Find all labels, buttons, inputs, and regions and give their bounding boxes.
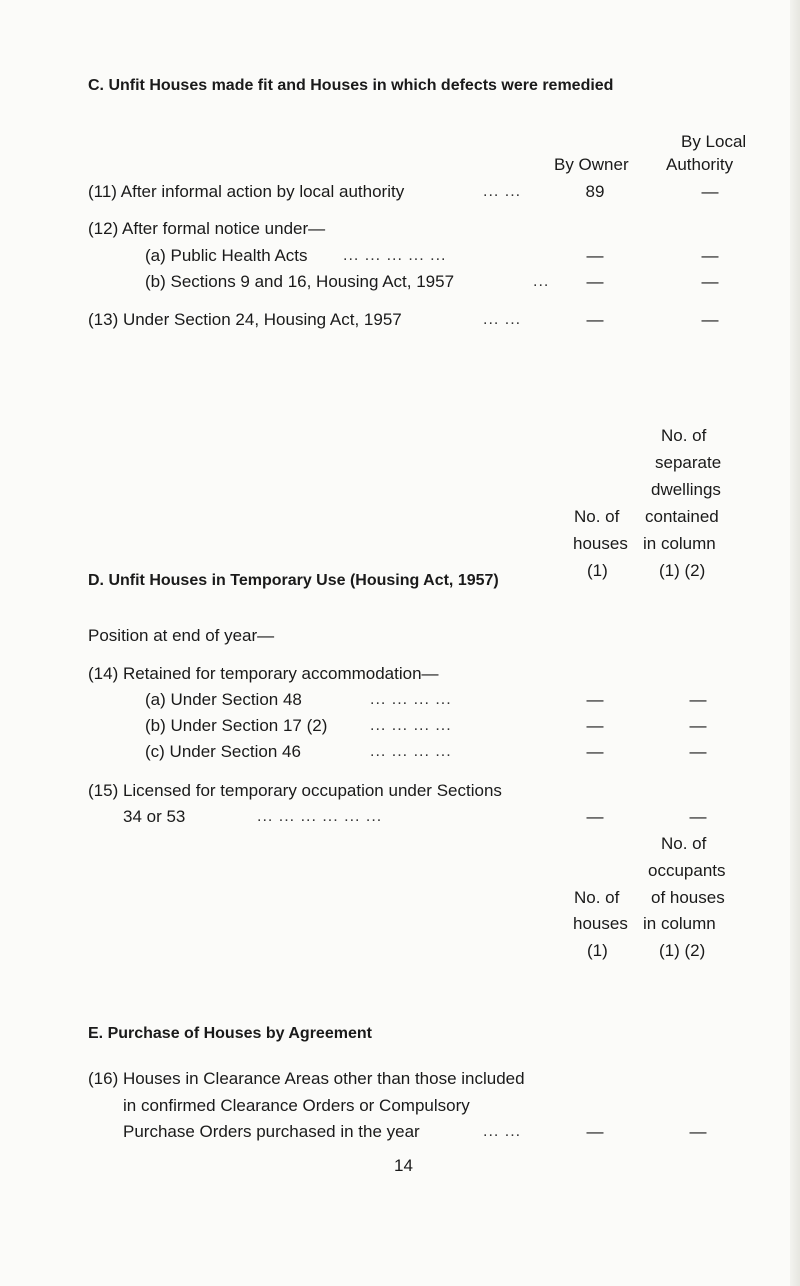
row-14a-dwellings: — [689, 690, 707, 709]
row-15-sub-label: 34 or 53 [123, 807, 186, 826]
row-13-leader: ... ... [483, 311, 522, 328]
row-13-owner: — [586, 310, 604, 329]
col-by-local-line2: Authority [666, 155, 734, 174]
row-14b-leader: ... ... ... ... [370, 717, 452, 734]
occ-col1-line3: (1) [587, 941, 608, 960]
row-14a-label: (a) Under Section 48 [145, 690, 302, 709]
row-14b-label: (b) Under Section 17 (2) [145, 716, 328, 735]
d-col1-line1: No. of [574, 507, 620, 526]
row-14b-houses: — [586, 716, 604, 735]
row-14c-dwellings: — [689, 742, 707, 761]
row-12b-label: (b) Sections 9 and 16, Housing Act, 1957 [145, 272, 455, 291]
occ-col1-line2: houses [573, 914, 628, 933]
occ-col2-line5: (1) (2) [659, 941, 706, 960]
row-15-leader: ... ... ... ... ... ... [257, 808, 383, 825]
d-col1-line2: houses [573, 534, 628, 553]
row-14-label: (14) Retained for temporary accommodation— [88, 664, 439, 683]
row-15-dwellings: — [689, 807, 707, 826]
row-13-authority: — [701, 310, 719, 329]
occ-col1-line1: No. of [574, 888, 620, 907]
row-16-leader: ... ... [483, 1123, 522, 1140]
row-16-occupants: — [689, 1122, 707, 1141]
section-e-heading: E. Purchase of Houses by Agreement [88, 1025, 372, 1042]
d-col2-line4: contained [645, 507, 719, 526]
row-15-houses: — [586, 807, 604, 826]
occ-col2-line3: of houses [651, 888, 725, 907]
row-11-label: (11) After informal action by local authority [88, 182, 405, 201]
row-16-line3: Purchase Orders purchased in the year [123, 1122, 420, 1141]
row-13-label: (13) Under Section 24, Housing Act, 1957 [88, 310, 402, 329]
d-col2-line2: separate [655, 453, 722, 472]
col-by-local-line1: By Local [681, 132, 747, 151]
page-edge [790, 0, 800, 1286]
row-15-label: (15) Licensed for temporary occupation under Sections [88, 781, 502, 800]
col-by-owner: By Owner [554, 155, 629, 174]
occ-col2-line4: in column [643, 914, 716, 933]
row-12a-leader: ... ... ... ... ... [343, 247, 447, 264]
row-12a-owner: — [586, 246, 604, 265]
d-col2-line5: in column [643, 534, 716, 553]
row-11-authority: — [701, 182, 719, 201]
d-col1-line3: (1) [587, 561, 608, 580]
row-14b-dwellings: — [689, 716, 707, 735]
row-16-line2: in confirmed Clearance Orders or Compulsory [123, 1096, 470, 1115]
row-16-houses: — [586, 1122, 604, 1141]
section-d-heading: D. Unfit Houses in Temporary Use (Housing Act, 1957) [88, 572, 499, 589]
row-14a-leader: ... ... ... ... [370, 691, 452, 708]
row-11-owner: 89 [585, 182, 605, 201]
position-label: Position at end of year— [88, 626, 275, 645]
d-col2-line6: (1) (2) [659, 561, 706, 580]
d-col2-line1: No. of [661, 426, 707, 445]
row-12a-label: (a) Public Health Acts [145, 246, 308, 265]
occ-col2-line1: No. of [661, 834, 707, 853]
row-16-line1: (16) Houses in Clearance Areas other than those included [88, 1069, 525, 1088]
row-12b-owner: — [586, 272, 604, 291]
row-12b-leader: ... [533, 273, 550, 290]
occ-col2-line2: occupants [648, 861, 726, 880]
row-14a-houses: — [586, 690, 604, 709]
d-col2-line3: dwellings [651, 480, 721, 499]
section-c-heading: C. Unfit Houses made fit and Houses in which defects were remedied [88, 77, 614, 94]
row-12-label: (12) After formal notice under— [88, 219, 326, 238]
row-14c-label: (c) Under Section 46 [145, 742, 301, 761]
row-12b-authority: — [701, 272, 719, 291]
row-12a-authority: — [701, 246, 719, 265]
row-11-leader: ... ... [483, 183, 522, 200]
row-14c-houses: — [586, 742, 604, 761]
row-14c-leader: ... ... ... ... [370, 743, 452, 760]
page-number: 14 [394, 1156, 413, 1175]
